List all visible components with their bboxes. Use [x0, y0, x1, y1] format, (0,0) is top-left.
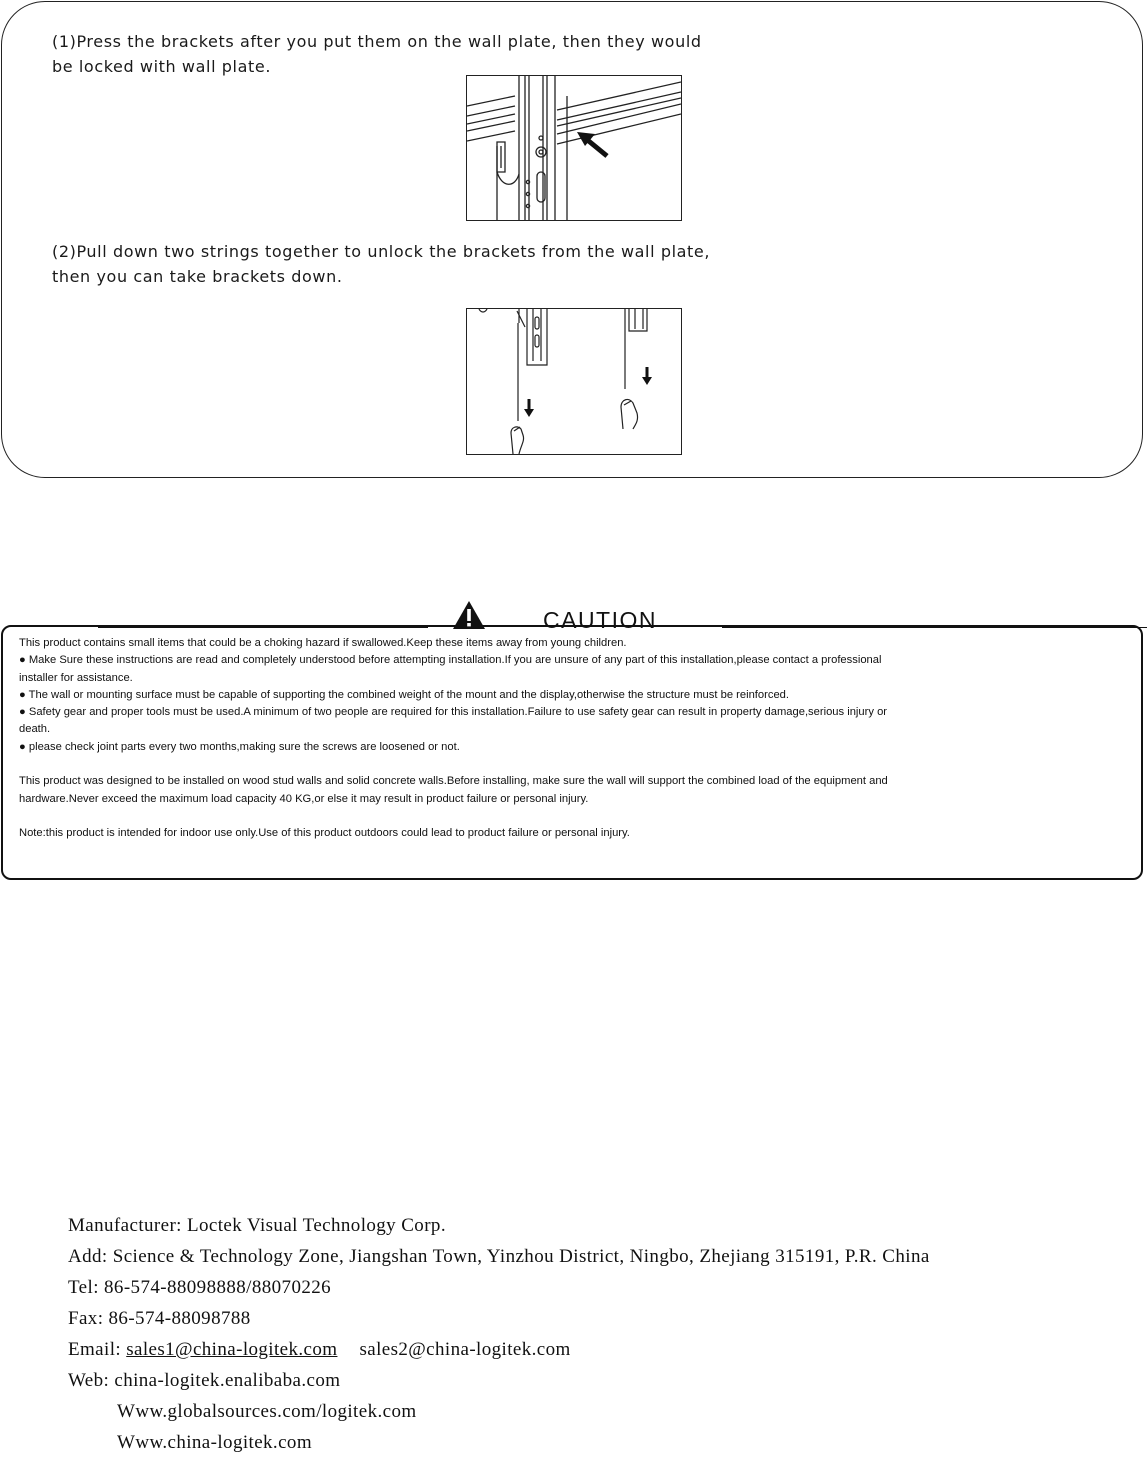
tel-line: Tel: 86-574-88098888/88070226 — [68, 1277, 332, 1298]
manufacturer-line: Manufacturer: Loctek Visual Technology Corp. — [68, 1215, 446, 1236]
step-2-line-2: then you can take brackets down. — [52, 267, 343, 286]
step-2-text — [52, 239, 752, 289]
email-link-1[interactable]: sales1@china-logitek.com — [126, 1339, 338, 1360]
caution-note: Note:this product is intended for indoor use only.Use of this product outdoors could lead to product failure or personal injury. — [19, 827, 630, 840]
caution-body — [19, 635, 1124, 843]
caution-line: death. — [19, 723, 51, 736]
caution-line: ● please check joint parts every two months,making sure the screws are loosened or not. — [19, 740, 460, 753]
web-line-3[interactable]: Www.china-logitek.com — [117, 1432, 312, 1453]
arrow-up-left-icon — [577, 132, 607, 156]
step-1-line-1: (1)Press the brackets after you put them on the wall plate, then they would — [52, 32, 702, 51]
warning-triangle-icon — [452, 600, 486, 630]
caution-title: CAUTION — [543, 607, 657, 633]
arrow-down-icon — [524, 399, 534, 417]
bracket-unlock-illustration — [467, 309, 681, 454]
address-line: Add: Science & Technology Zone, Jiangshan Town, Yinzhou District, Ningbo, Zhejiang 315191, P.R. China — [68, 1246, 930, 1267]
bracket-lock-illustration — [467, 76, 681, 220]
caution-line: installer for assistance. — [19, 671, 133, 684]
web-line-2[interactable]: Www.globalsources.com/logitek.com — [117, 1401, 417, 1422]
step-1-figure — [466, 75, 682, 221]
web-line-1[interactable]: Web: china-logitek.enalibaba.com — [68, 1370, 341, 1391]
caution-paragraph-line: hardware.Never exceed the maximum load capacity 40 KG,or else it may result in product failure or personal injury. — [19, 792, 589, 805]
caution-section — [0, 600, 1147, 882]
fax-line: Fax: 86-574-88098788 — [68, 1308, 251, 1329]
step-1-text — [52, 29, 752, 79]
caution-line: ● Make Sure these instructions are read and completely understood before attempting installation.If you are unsure of any part of this installation,please contact a professional — [19, 654, 882, 667]
caution-line: ● Safety gear and proper tools must be used.A minimum of two people are required for this installation.Failure to use safety gear can result in property damage,serious injury or — [19, 706, 888, 719]
step-2-figure — [466, 308, 682, 455]
contact-info — [68, 1210, 1128, 1458]
caution-line: ● The wall or mounting surface must be capable of supporting the combined weight of the mount and the display,otherwise the structure must be reinforced. — [19, 688, 790, 701]
arrow-down-icon — [642, 367, 652, 385]
step-1-line-2: be locked with wall plate. — [52, 57, 272, 76]
email-line — [68, 1334, 1128, 1365]
step-2-line-1: (2)Pull down two strings together to unlock the brackets from the wall plate, — [52, 242, 711, 261]
email-link-2[interactable]: sales2@china-logitek.com — [359, 1339, 571, 1360]
email-label: Email: — [68, 1339, 127, 1360]
caution-paragraph-line: This product was designed to be installed on wood stud walls and solid concrete walls.Before installing, make sure the wall will support the combined load of the equipment and — [19, 775, 888, 788]
caution-line: This product contains small items that could be a choking hazard if swallowed.Keep these items away from young children. — [19, 637, 627, 649]
